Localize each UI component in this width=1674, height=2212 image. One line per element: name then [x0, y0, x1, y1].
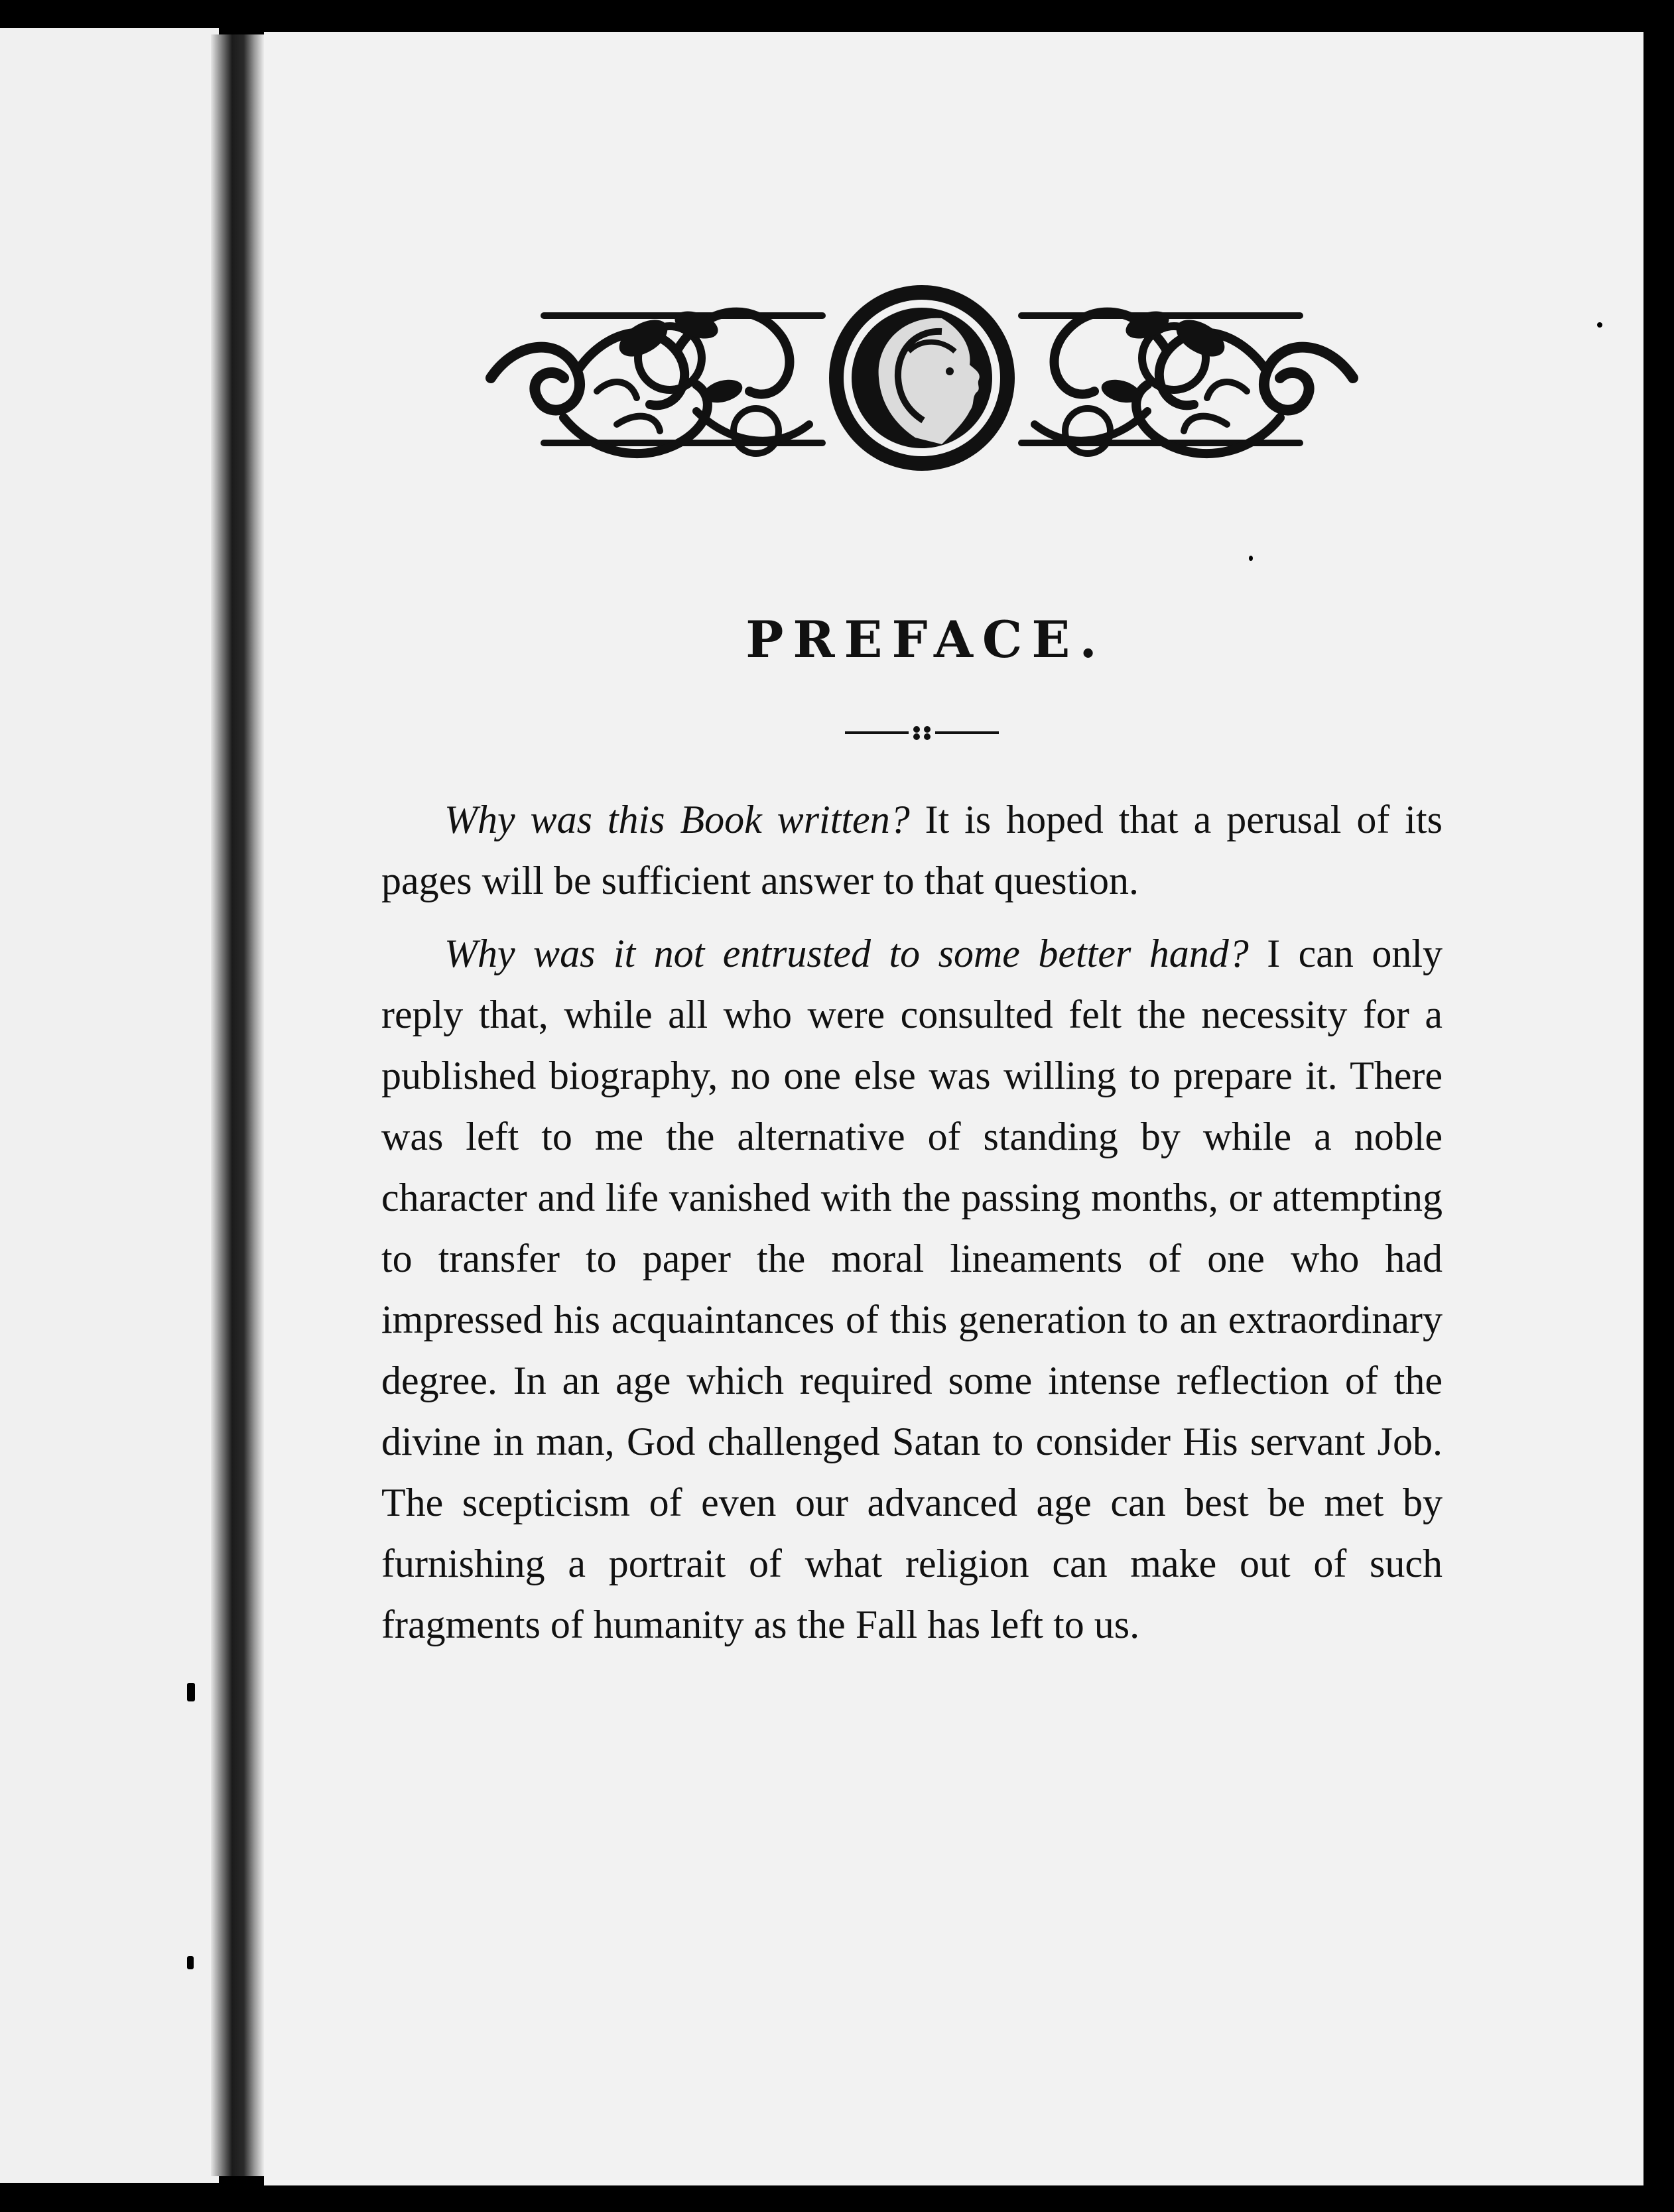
- right-scan-border: [1643, 32, 1674, 2193]
- paragraph-question: Why was this Book written?: [444, 798, 910, 841]
- paragraph: [381, 789, 1443, 911]
- page-title: PREFACE.: [745, 610, 1106, 669]
- paragraph-text: I can only reply that, while all who were consulted felt the necessity for a published biography, no one else was willing to prepare it. There was left to me the alternative of standing by while a noble character and life vanished with the passing months, or attempting to transfer to paper the moral lineaments of one who had impressed his acquaintances of this generation to an extraordinary degree. In an age which required some intense reflection of the divine in man, God challenged Satan to consider His servant Job. The scepticism of even our advanced age can best be met by furnishing a portrait of what religion can make out of such fragments of humanity as the Fall has left to us.: [381, 932, 1443, 1646]
- left-page-edge: [0, 28, 219, 2183]
- paragraph-question: Why was it not entrusted to some better hand?: [444, 932, 1249, 975]
- paragraph-text: It is hoped that a perusal of its pages will be sufficient answer to that question.: [381, 798, 1443, 902]
- gutter-speck: [187, 1956, 194, 1969]
- page-speck: [1597, 322, 1602, 328]
- paragraph: [381, 923, 1443, 1655]
- gutter-speck: [187, 1683, 195, 1701]
- preface-body: [381, 789, 1443, 1667]
- page-speck: [1249, 556, 1253, 561]
- book-gutter: [211, 34, 264, 2176]
- rule-with-fleuron-icon: [842, 723, 1001, 743]
- floral-headpiece-with-cameo-portrait-icon: [478, 278, 1366, 491]
- bottom-scan-border: [0, 2185, 1674, 2212]
